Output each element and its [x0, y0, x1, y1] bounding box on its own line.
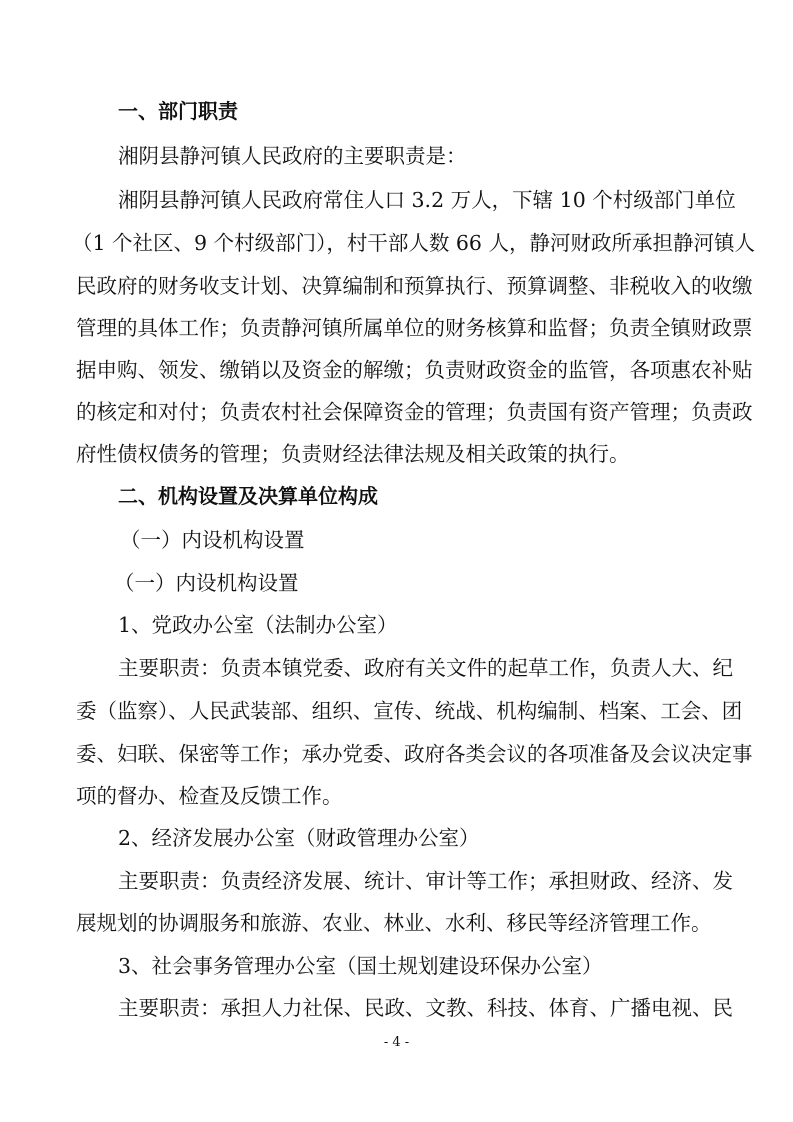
subsection-heading: （一）内设机构设置 [120, 528, 305, 552]
section-1-paragraph-line: 民政府的财务收支计划、决算编制和预算执行、预算调整、非税收入的收缴 [76, 274, 753, 298]
office-3-title: 3、社会事务管理办公室（国土规划建设环保办公室） [118, 954, 603, 978]
subsection-heading: （一）内设机构设置 [114, 571, 299, 595]
office-1-body-line: 主要职责：负责本镇党委、政府有关文件的起草工作，负责人大、纪 [118, 656, 733, 680]
office-2-body-line: 主要职责：负责经济发展、统计、审计等工作；承担财政、经济、发 [118, 869, 733, 893]
section-2-heading: 二、机构设置及决算单位构成 [118, 484, 378, 508]
office-1-body-line: 项的督办、检查及反馈工作。 [76, 784, 343, 808]
office-1-title: 1、党政办公室（法制办公室） [118, 613, 398, 637]
section-1-paragraph-line: 管理的具体工作；负责静河镇所属单位的财务核算和监督；负责全镇财政票 [76, 316, 753, 340]
section-1-paragraph-line: 湘阴县静河镇人民政府常住人口 3.2 万人，下辖 10 个村级部门单位 [118, 188, 736, 212]
section-1-heading: 一、部门职责 [118, 99, 238, 123]
section-1-paragraph-line: 的核定和对付；负责农村社会保障资金的管理；负责国有资产管理；负责政 [76, 400, 753, 424]
section-1-intro: 湘阴县静河镇人民政府的主要职责是： [118, 144, 467, 168]
office-3-body-line: 主要职责：承担人力社保、民政、文教、科技、体育、广播电视、民 [118, 996, 733, 1020]
office-2-title: 2、经济发展办公室（财政管理办公室） [118, 826, 480, 850]
page-number: - 4 - [383, 1035, 410, 1050]
section-1-paragraph-line: （1 个社区、9 个村级部门），村干部人数 66 人，静河财政所承担静河镇人 [72, 231, 755, 255]
section-1-paragraph-line: 据申购、领发、缴销以及资金的解缴；负责财政资金的监管，各项惠农补贴 [76, 358, 753, 382]
office-1-body-line: 委、妇联、保密等工作；承办党委、政府各类会议的各项准备及会议决定事 [76, 742, 753, 766]
office-1-body-line: 委（监察）、人民武装部、组织、宣传、统战、机构编制、档案、工会、团 [76, 699, 743, 723]
office-2-body-line: 展规划的协调服务和旅游、农业、林业、水利、移民等经济管理工作。 [76, 911, 712, 935]
section-1-paragraph-line: 府性债权债务的管理；负责财经法律法规及相关政策的执行。 [76, 442, 630, 466]
